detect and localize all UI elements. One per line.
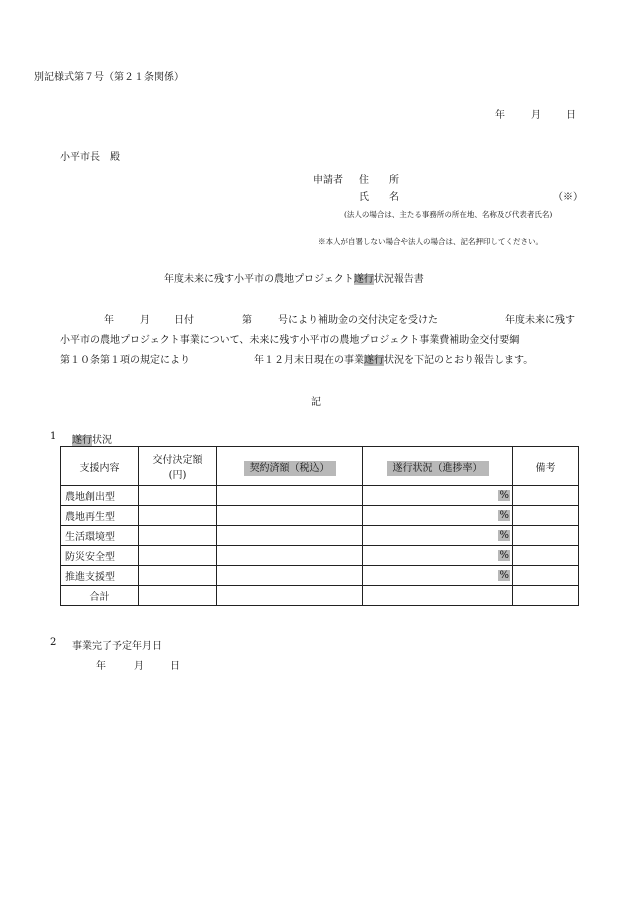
total-remarks-cell[interactable] bbox=[513, 586, 579, 606]
header-grant-line1: 交付決定額 bbox=[152, 455, 203, 466]
table-row bbox=[61, 526, 579, 546]
header-support: 支援内容 bbox=[61, 447, 139, 486]
date-year: 年 bbox=[495, 110, 505, 121]
section2-day: 日 bbox=[170, 661, 180, 672]
contract-amount-cell[interactable] bbox=[217, 506, 363, 526]
body-line2: 小平市の農地プロジェクト事業について、未来に残す小平市の農地プロジェクト事業費補助金交付要綱 bbox=[60, 335, 520, 346]
contract-amount-cell[interactable] bbox=[217, 546, 363, 566]
row-type: 農地再生型 bbox=[61, 506, 139, 526]
status-table bbox=[60, 446, 579, 606]
grant-amount-cell[interactable] bbox=[139, 506, 217, 526]
remarks-cell[interactable] bbox=[513, 506, 579, 526]
total-grant-cell[interactable] bbox=[139, 586, 217, 606]
total-label: 合計 bbox=[61, 586, 139, 606]
progress-cell[interactable] bbox=[363, 486, 513, 506]
contract-amount-cell[interactable] bbox=[217, 526, 363, 546]
section2-number: 2 bbox=[50, 637, 57, 648]
date-day: 日 bbox=[566, 110, 576, 121]
progress-cell[interactable] bbox=[363, 566, 513, 586]
table-row bbox=[61, 546, 579, 566]
body-line3-highlight: 遂行 bbox=[364, 355, 384, 366]
grant-amount-cell[interactable] bbox=[139, 546, 217, 566]
percent-unit: % bbox=[499, 530, 509, 541]
body-month: 月 bbox=[140, 315, 150, 326]
remarks-cell[interactable] bbox=[513, 486, 579, 506]
header-progress bbox=[363, 447, 513, 486]
address-label: 住 所 bbox=[359, 175, 399, 186]
table-header-row bbox=[61, 447, 579, 486]
name-label: 氏 名 bbox=[359, 192, 399, 203]
body-go: 号により補助金の交付決定を受けた bbox=[278, 315, 438, 326]
signature-note: ※本人が自署しない場合や法人の場合は、記名押印してください。 bbox=[318, 237, 543, 246]
percent-unit: % bbox=[499, 550, 509, 561]
remarks-cell[interactable] bbox=[513, 566, 579, 586]
row-type: 防災安全型 bbox=[61, 546, 139, 566]
table-row bbox=[61, 486, 579, 506]
table-row bbox=[61, 506, 579, 526]
body-day: 日付 bbox=[174, 315, 194, 326]
title-highlight: 遂行 bbox=[353, 274, 374, 285]
body-dai: 第 bbox=[242, 315, 252, 326]
table-row bbox=[61, 566, 579, 586]
body-line1-end: 年度未来に残す bbox=[505, 315, 575, 326]
seal-mark: （※） bbox=[553, 192, 583, 203]
corporate-note: (法人の場合は、主たる事務所の所在地、名称及び代表者氏名) bbox=[344, 210, 553, 219]
remarks-cell[interactable] bbox=[513, 526, 579, 546]
body-year: 年 bbox=[104, 315, 114, 326]
date-month: 月 bbox=[531, 110, 541, 121]
section2-year: 年 bbox=[96, 661, 106, 672]
section1-number: 1 bbox=[50, 431, 57, 442]
section1-highlight: 遂行 bbox=[72, 435, 92, 446]
header-contract-label: 契約済額（税込） bbox=[244, 461, 336, 476]
progress-cell[interactable] bbox=[363, 506, 513, 526]
progress-cell[interactable] bbox=[363, 526, 513, 546]
applicant-label: 申請者 bbox=[313, 175, 343, 186]
header-contract-amount bbox=[217, 447, 363, 486]
header-grant-line2: (円) bbox=[168, 470, 187, 481]
grant-amount-cell[interactable] bbox=[139, 526, 217, 546]
percent-unit: % bbox=[499, 510, 509, 521]
row-type: 生活環境型 bbox=[61, 526, 139, 546]
total-progress-cell[interactable] bbox=[363, 586, 513, 606]
document-title bbox=[164, 270, 424, 285]
percent-unit: % bbox=[499, 570, 509, 581]
progress-cell[interactable] bbox=[363, 546, 513, 566]
title-prefix: 年度未来に残す小平市の農地プロジェクト bbox=[164, 274, 354, 285]
ki-marker: 記 bbox=[311, 397, 321, 408]
table-total-row bbox=[61, 586, 579, 606]
addressee: 小平市長 殿 bbox=[60, 152, 120, 163]
header-progress-label: 遂行状況（進捗率） bbox=[387, 461, 489, 476]
row-type: 推進支援型 bbox=[61, 566, 139, 586]
contract-amount-cell[interactable] bbox=[217, 566, 363, 586]
contract-amount-cell[interactable] bbox=[217, 486, 363, 506]
grant-amount-cell[interactable] bbox=[139, 486, 217, 506]
section1-heading bbox=[72, 431, 112, 446]
grant-amount-cell[interactable] bbox=[139, 566, 217, 586]
section2-month: 月 bbox=[134, 661, 144, 672]
section2-label: 事業完了予定年月日 bbox=[72, 641, 162, 652]
body-line3-start: 第１０条第１項の規定により bbox=[60, 355, 190, 366]
percent-unit: % bbox=[499, 490, 509, 501]
section1-label: 状況 bbox=[92, 435, 112, 446]
row-type: 農地創出型 bbox=[61, 486, 139, 506]
remarks-cell[interactable] bbox=[513, 546, 579, 566]
body-line3-mid: 年１２月末日現在の事業 bbox=[254, 355, 364, 366]
header-remarks: 備考 bbox=[513, 447, 579, 486]
form-number: 別記様式第７号（第２１条関係） bbox=[34, 72, 184, 83]
header-grant-amount bbox=[139, 447, 217, 486]
body-line3-end: 状況を下記のとおり報告します。 bbox=[384, 355, 534, 366]
total-contract-cell[interactable] bbox=[217, 586, 363, 606]
title-suffix: 状況報告書 bbox=[373, 274, 424, 285]
body-line3-rest bbox=[254, 351, 533, 366]
